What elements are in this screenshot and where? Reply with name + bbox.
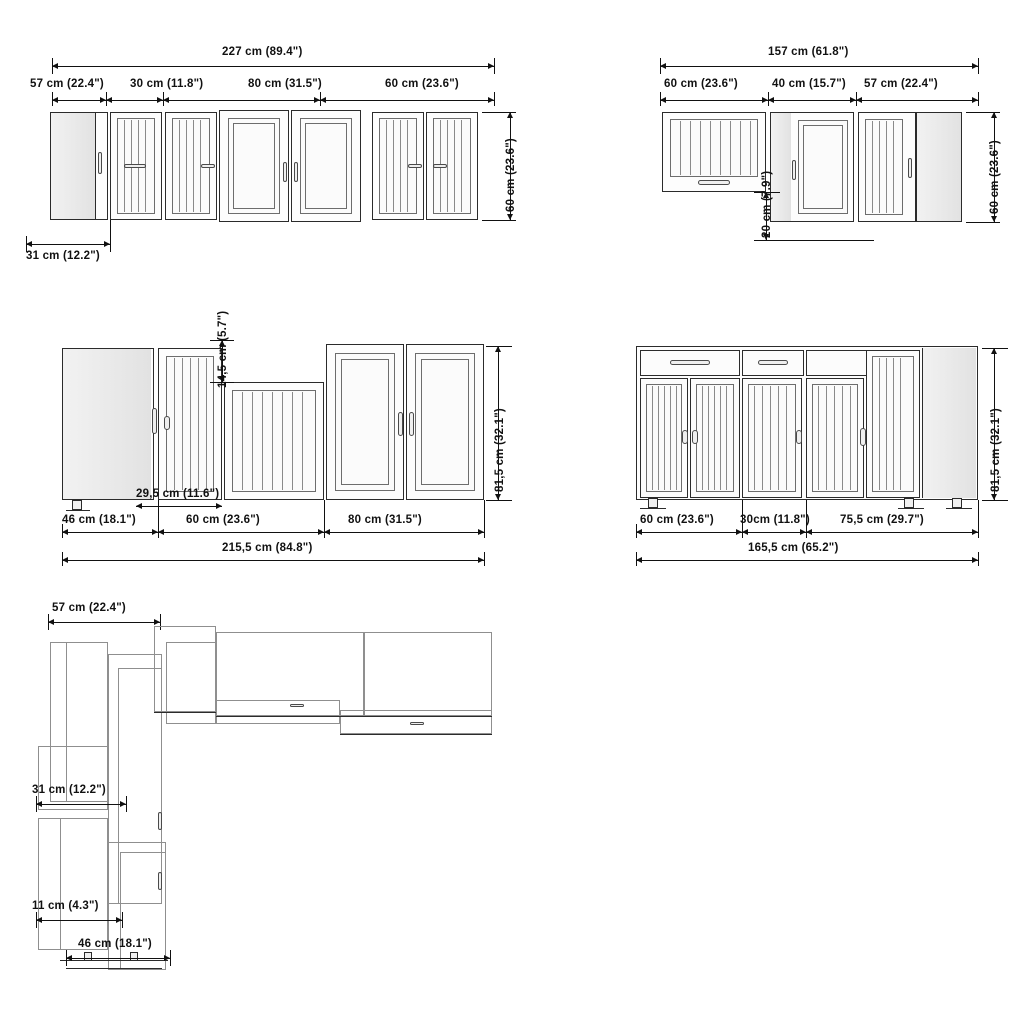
handle-corner — [98, 152, 102, 174]
view-wall-run-left — [0, 0, 520, 280]
tick — [482, 220, 516, 221]
tick — [482, 112, 516, 113]
slat — [720, 121, 721, 175]
iso-handle-d — [158, 872, 162, 890]
dim-seg-40: 40 cm (15.7") — [772, 78, 846, 90]
handle-57 — [908, 158, 912, 178]
handle-door-right-2 — [860, 428, 866, 446]
handle-80-left — [398, 412, 403, 436]
dim-iso-46: 46 cm (18.1") — [78, 938, 152, 950]
tick — [966, 222, 1000, 223]
slat — [720, 386, 721, 490]
iso-leg-b — [130, 952, 138, 961]
arrow-left — [136, 503, 142, 509]
handle-door-mid-1 — [692, 430, 698, 444]
arrow-left — [158, 529, 164, 535]
door-panel-inner — [305, 123, 347, 209]
arrow-left — [636, 557, 642, 563]
slat — [282, 392, 283, 490]
handle-door-mid-2 — [796, 430, 802, 444]
open-unit-panel — [232, 390, 316, 492]
iso-handle-c — [158, 812, 162, 830]
slat — [740, 121, 741, 175]
tick — [978, 92, 979, 106]
dim-line-overall-2155 — [62, 560, 484, 561]
dim-seg-80: 80 cm (31.5") — [248, 78, 322, 90]
tick — [48, 614, 49, 630]
slat — [454, 120, 455, 212]
tick — [52, 58, 53, 74]
dim-line-depth-31 — [26, 244, 110, 245]
slat — [393, 120, 394, 212]
handle-80b — [283, 162, 287, 182]
door-panel-inner — [233, 123, 275, 209]
dim-overall-2155: 215,5 cm (84.8") — [222, 542, 313, 554]
handle-glass-60 — [698, 180, 730, 185]
dim-seg-60: 60 cm (23.6") — [664, 78, 738, 90]
dim-line-overall-1655 — [636, 560, 978, 561]
arrow-left — [324, 529, 330, 535]
tick — [170, 950, 171, 966]
dim-height-815-right: 81,5 cm (32.1") — [990, 408, 1002, 492]
iso-edge — [340, 734, 492, 735]
slat — [386, 120, 387, 212]
tick — [486, 500, 512, 501]
slat — [447, 120, 448, 212]
tick — [982, 500, 1008, 501]
dim-seg-80-base: 80 cm (31.5") — [348, 514, 422, 526]
tick — [978, 58, 979, 74]
iso-handle-b — [410, 722, 424, 725]
tick — [126, 796, 127, 812]
tick — [978, 552, 979, 566]
slat — [786, 386, 787, 490]
tick — [978, 500, 979, 538]
slat — [834, 386, 835, 490]
leg-left — [648, 498, 658, 508]
handle-60-base — [164, 416, 170, 430]
drawer-3 — [806, 350, 868, 376]
arrow-left — [636, 529, 642, 535]
iso-tall-left — [38, 746, 108, 810]
slat — [778, 386, 779, 490]
dim-line-overall-157 — [660, 66, 978, 67]
handle-80c — [294, 162, 298, 182]
end-panel-edge — [922, 348, 923, 498]
door-panel-57 — [865, 119, 903, 215]
slat — [690, 121, 691, 175]
corner-edge — [95, 113, 96, 219]
dim-overall-227: 227 cm (89.4") — [222, 46, 303, 58]
dim-seg-46: 46 cm (18.1") — [62, 514, 136, 526]
slat — [186, 120, 187, 212]
arrow-right — [478, 557, 484, 563]
end-panel-shade — [922, 348, 976, 498]
dim-line-295 — [136, 506, 222, 507]
leg-right-2 — [952, 498, 962, 508]
slat — [664, 386, 665, 490]
dim-line-segments — [62, 532, 484, 533]
slat — [750, 121, 751, 175]
iso-handle-a — [290, 704, 304, 707]
floor-line — [640, 508, 666, 509]
arrow-right — [216, 503, 222, 509]
iso-leg-a — [84, 952, 92, 961]
slat — [182, 358, 183, 490]
cabinet-40-shade — [771, 113, 791, 221]
slat — [726, 386, 727, 490]
handle-60b — [433, 164, 447, 168]
slat — [302, 392, 303, 490]
tick — [36, 796, 37, 812]
shelf-line — [224, 382, 324, 383]
slat — [670, 386, 671, 490]
handle-base-46 — [152, 408, 157, 434]
slat — [190, 358, 191, 490]
iso-base-left-inner — [60, 818, 108, 950]
slat — [893, 358, 894, 490]
dim-sub-20: 20 cm (7.9") — [761, 170, 773, 238]
arrow-left — [163, 97, 169, 103]
slat — [886, 358, 887, 490]
dim-line-iso-11 — [36, 920, 122, 921]
dim-seg-57: 57 cm (22.4") — [30, 78, 104, 90]
dim-iso-11: 11 cm (4.3") — [32, 900, 99, 912]
iso-edge — [216, 716, 492, 717]
slat — [292, 392, 293, 490]
handle-80a — [201, 164, 215, 168]
dim-seg-30-r: 30cm (11.8") — [740, 514, 810, 526]
arrow-right — [488, 97, 494, 103]
arrow-left — [320, 97, 326, 103]
arrow-left — [806, 529, 812, 535]
base-corner-shade — [63, 349, 151, 499]
arrow-left — [62, 529, 68, 535]
slat — [886, 121, 887, 213]
dim-line-overall-227 — [52, 66, 494, 67]
slat — [702, 386, 703, 490]
arrow-left — [106, 97, 112, 103]
handle-80-right — [409, 412, 414, 436]
cabinet-corner-shade — [51, 113, 95, 219]
slat — [652, 386, 653, 490]
dim-seg-60-base: 60 cm (23.6") — [186, 514, 260, 526]
iso-base-mid-inner — [120, 852, 166, 970]
slat — [893, 121, 894, 213]
slat — [900, 358, 901, 490]
slat — [850, 386, 851, 490]
handle-drawer-2 — [758, 360, 788, 365]
tick — [494, 58, 495, 74]
arrow-right — [972, 97, 978, 103]
slat — [206, 358, 207, 490]
slat — [658, 386, 659, 490]
dim-depth-31: 31 cm (12.2") — [26, 250, 100, 262]
dim-seg-755: 75,5 cm (29.7") — [840, 514, 924, 526]
slat — [770, 386, 771, 490]
slat — [174, 358, 175, 490]
slat — [193, 120, 194, 212]
slat — [680, 121, 681, 175]
tick — [66, 950, 67, 966]
tick — [494, 92, 495, 106]
floor-line — [66, 510, 90, 511]
handle-60a — [408, 164, 422, 168]
tick — [484, 500, 485, 538]
iso-wall-lower-a — [216, 700, 340, 724]
iso-edge — [154, 712, 216, 713]
arrow-left — [768, 97, 774, 103]
arrow-left — [52, 97, 58, 103]
tick — [754, 240, 874, 241]
dim-295: 29,5 cm (11.6") — [136, 488, 220, 500]
slat — [730, 121, 731, 175]
tick — [484, 552, 485, 566]
slat — [179, 120, 180, 212]
dim-line-iso-46 — [66, 958, 170, 959]
tick — [486, 346, 512, 347]
dim-line-segments — [52, 100, 494, 101]
dim-seg-60: 60 cm (23.6") — [385, 78, 459, 90]
handle-30 — [124, 164, 146, 168]
slat — [826, 386, 827, 490]
slat — [818, 386, 819, 490]
arrow-right — [478, 529, 484, 535]
corner-return-shade — [917, 113, 961, 221]
dim-overall-1655: 165,5 cm (65.2") — [748, 542, 839, 554]
arrow-left — [660, 97, 666, 103]
dim-height-60: 60 cm (23.6") — [505, 138, 517, 212]
arrow-right — [972, 529, 978, 535]
slat — [879, 121, 880, 213]
dim-seg-30: 30 cm (11.8") — [130, 78, 204, 90]
dim-line-iso-31 — [36, 804, 126, 805]
slat — [708, 386, 709, 490]
view-base-run-right — [600, 320, 1024, 590]
view-base-run-left — [0, 310, 540, 590]
leg-left — [72, 500, 82, 510]
arrow-left — [62, 557, 68, 563]
tick — [122, 912, 123, 928]
dim-seg-57: 57 cm (22.4") — [864, 78, 938, 90]
view-wall-run-right — [620, 0, 1024, 280]
door-panel — [748, 384, 796, 492]
slat — [272, 392, 273, 490]
tick — [110, 220, 111, 252]
slat — [461, 120, 462, 212]
view-isometric-layout — [0, 590, 540, 1024]
slat — [676, 386, 677, 490]
slat — [400, 120, 401, 212]
slat — [714, 386, 715, 490]
slat — [762, 386, 763, 490]
dim-overall-157: 157 cm (61.8") — [768, 46, 849, 58]
slat — [262, 392, 263, 490]
iso-wall-top-c — [364, 632, 492, 716]
handle-door-left — [682, 430, 688, 444]
dim-145: 14,5 cm (5.7") — [217, 310, 229, 388]
floor-line — [898, 508, 924, 509]
tick — [966, 112, 1000, 113]
handle-drawer-1 — [670, 360, 710, 365]
door-panel-inner — [341, 359, 389, 485]
tick — [36, 912, 37, 928]
slat — [842, 386, 843, 490]
dim-seg-60-r: 60 cm (23.6") — [640, 514, 714, 526]
door-panel-inner — [421, 359, 469, 485]
glass-panel — [670, 119, 758, 177]
arrow-right — [972, 557, 978, 563]
dim-height-60-right: 60 cm (23.6") — [989, 140, 1001, 214]
dim-line-segments — [660, 100, 978, 101]
slat — [710, 121, 711, 175]
slat — [242, 392, 243, 490]
slat — [754, 386, 755, 490]
iso-floor — [60, 960, 168, 961]
slat — [872, 121, 873, 213]
door-panel-inner — [803, 125, 843, 209]
dim-line-57 — [48, 622, 160, 623]
leg-right-1 — [904, 498, 914, 508]
iso-floor-2 — [66, 968, 162, 969]
arrow-left — [856, 97, 862, 103]
tick — [982, 348, 1008, 349]
floor-line — [946, 508, 972, 509]
slat — [252, 392, 253, 490]
dim-iso-57: 57 cm (22.4") — [52, 602, 126, 614]
slat — [879, 358, 880, 490]
dim-height-815: 81,5 cm (32.1") — [494, 408, 506, 492]
slat — [198, 358, 199, 490]
slat — [700, 121, 701, 175]
arrow-left — [742, 529, 748, 535]
dim-iso-31: 31 cm (12.2") — [32, 784, 106, 796]
handle-40 — [792, 160, 796, 180]
tick — [660, 58, 661, 74]
